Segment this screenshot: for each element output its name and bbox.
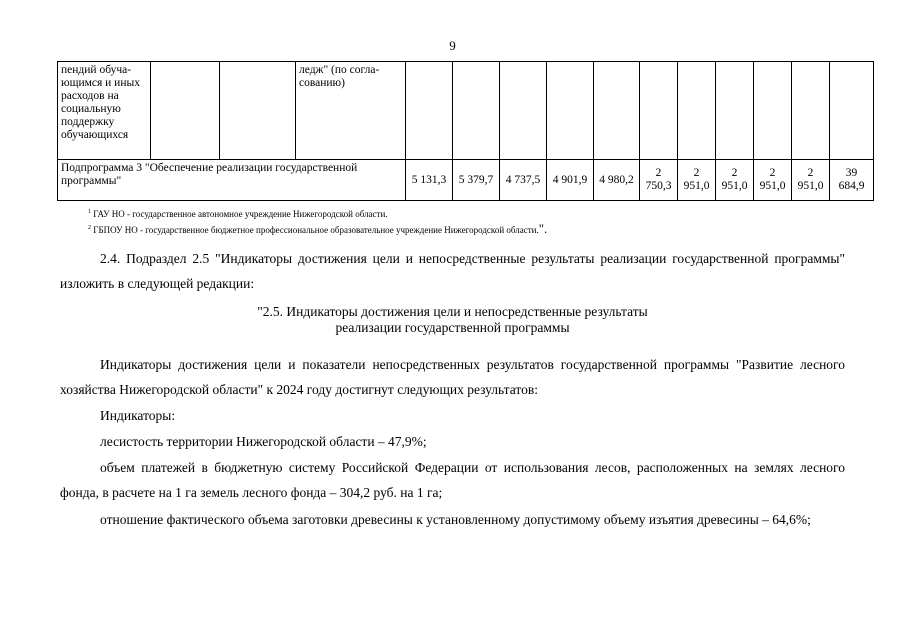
table-cell [151,62,220,160]
footnotes [88,205,547,237]
page-number: 9 [449,38,456,53]
table-cell: 2 951,0 [678,160,716,201]
table-cell [500,62,547,160]
paragraph: объем платежей в бюджетную систему Российской Федерации от использования лесов, расположенных на землях лесного фонда, в расчете на 1 га земель лесного фонда – 304,2 руб. на 1 га; [60,460,845,500]
table-cell [547,62,594,160]
subprogram-label: Подпрограмма 3 "Обеспечение реализации государственной программы" [58,160,406,201]
table-row [58,62,874,160]
table-cell [594,62,640,160]
table-cell [406,62,453,160]
table-cell: 4 737,5 [500,160,547,201]
table-cell [830,62,874,160]
table-cell: 2 750,3 [640,160,678,201]
paragraph: лесистость территории Нижегородской области – 47,9%; [100,434,427,449]
budget-table [57,61,874,201]
table-row [58,160,874,201]
paragraph: Индикаторы: [100,408,176,423]
table-cell: 39 684,9 [830,160,874,201]
paragraph: Индикаторы достижения цели и показатели непосредственных результатов государственной программы "Развитие лесного хозяйства Нижегородской области" к 2024 году достигнут следующих результатов: [60,357,845,397]
table-cell: 4 901,9 [547,160,594,201]
table-cell [716,62,754,160]
table-cell [678,62,716,160]
footnote: $^1$ ГАУ НО - государственное автономное учреждение Нижегородской области. [88,209,388,219]
table-cell: 4 980,2 [594,160,640,201]
table-cell: 2 951,0 [792,160,830,201]
footnote: $^2$ ГБПОУ НО - государственное бюджетное профессиональное образовательное учреждение Нижегородской области.". [88,221,548,236]
table-cell [453,62,500,160]
table-cell [220,62,296,160]
section-heading: "2.5. Индикаторы достижения цели и непосредственные результаты реализации государственной программы [257,304,648,335]
table-cell [792,62,830,160]
table-cell: 5 379,7 [453,160,500,201]
table-cell: ледж" (по согла-сованию) [296,62,406,160]
table-cell: 2 951,0 [754,160,792,201]
table-cell: пендий обуча-ющимся и иных расходов на социальную поддержку обучающихся [58,62,151,160]
paragraph: отношение фактического объема заготовки древесины к установленному допустимому объему изъятия древесины – 64,6%; [100,512,811,527]
table-cell [640,62,678,160]
table-cell [754,62,792,160]
paragraph: 2.4. Подраздел 2.5 "Индикаторы достижения цели и непосредственные результаты реализации государственной программы" изложить в следующей редакции: [60,251,845,291]
table-cell: 5 131,3 [406,160,453,201]
table-cell: 2 951,0 [716,160,754,201]
